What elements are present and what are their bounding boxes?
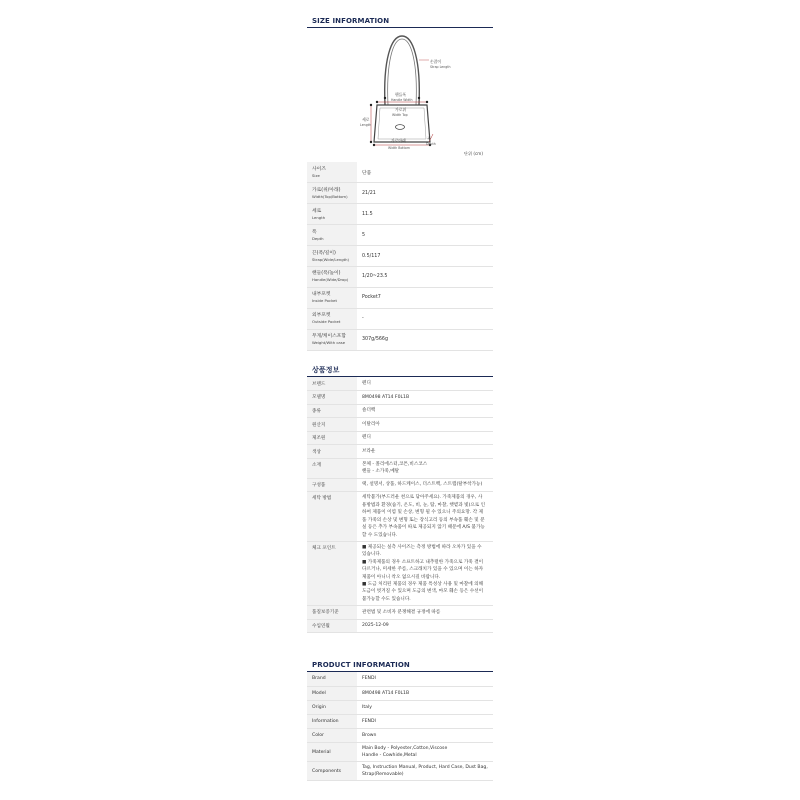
info-row-value: 택, 설명서, 상품, 하드케이스, 더스트백, 스트랩(탈부착가능)	[357, 478, 493, 492]
size-label-en: Strap(Wide/Length)	[312, 256, 350, 262]
info-row	[307, 377, 493, 391]
product-row	[307, 672, 493, 686]
size-label-en: Handle(Wide/Drop)	[312, 277, 349, 283]
info-row-value	[357, 541, 493, 605]
info-row-label: 체크 포인트	[307, 541, 357, 605]
info-row-value: 숄더백	[357, 404, 493, 418]
product-row-value: Brown	[357, 729, 493, 743]
info-row-value: 펜디	[357, 431, 493, 445]
product-ko-section-title: 상품정보	[312, 366, 340, 374]
width-bottom-label-en: Width Bottom	[388, 146, 410, 150]
product-row-label: Material	[307, 743, 357, 762]
info-row-label: 소재	[307, 459, 357, 479]
size-row	[307, 308, 493, 329]
size-label-ko: 가로(위/아래)	[312, 187, 341, 193]
info-row-label: 제조원	[307, 431, 357, 445]
info-row-label: 구성품	[307, 478, 357, 492]
size-label-ko: 내부포켓	[312, 292, 331, 298]
info-row-label: 모델명	[307, 391, 357, 405]
product-ko-table	[307, 377, 493, 633]
info-row	[307, 606, 493, 620]
handle-label-ko: 핸들폭	[395, 92, 407, 97]
product-row-value: FENDI	[357, 715, 493, 729]
product-row	[307, 762, 493, 781]
size-row-value: 21/21	[357, 183, 493, 204]
product-en-section-title: PRODUCT INFORMATION	[312, 661, 410, 669]
info-row	[307, 459, 493, 479]
info-row-value-line: 도금이 벗겨질 수 있으며 도금의 변색, 마모 훼손 등은 수선이	[362, 589, 484, 595]
info-row-value-line: 할 수 도있습니다.	[362, 532, 398, 538]
size-label-en: Width(Top/Bottom)	[312, 193, 348, 199]
info-row-label: 세탁 방법	[307, 492, 357, 541]
product-row	[307, 686, 493, 700]
strap-label-en: Strap Length	[430, 65, 451, 69]
info-row-label: 종류	[307, 404, 357, 418]
width-top-label-ko: 가로위	[395, 107, 407, 112]
info-row-label: 품질보증기준	[307, 606, 357, 620]
bag-illustration	[307, 30, 493, 160]
size-row-value: 11.5	[357, 204, 493, 225]
size-label-ko: 사이즈	[312, 166, 326, 172]
width-top-label-en: Width Top	[392, 113, 408, 117]
size-row	[307, 329, 493, 350]
size-row-label	[307, 287, 357, 308]
info-row-label: 원산지	[307, 418, 357, 432]
info-row-label: 브랜드	[307, 377, 357, 391]
info-row-label: 수입연월	[307, 619, 357, 633]
size-row-value: 단품	[357, 162, 493, 183]
info-row-value-line: 다르거나, 미세한 주름, 스크래치가 있을 수 있으며 이는 하자	[362, 567, 484, 573]
info-row-label: 색상	[307, 445, 357, 459]
product-row-value-line: Strap(Removable)	[362, 772, 404, 778]
length-label-en: Length	[360, 123, 371, 127]
info-row	[307, 541, 493, 605]
product-row	[307, 729, 493, 743]
size-row-value: 0.5/117	[357, 246, 493, 267]
size-row	[307, 183, 493, 204]
product-row-value-line: Handle - Cowhide,Metal	[362, 753, 417, 759]
product-row-value: Italy	[357, 700, 493, 714]
size-row	[307, 225, 493, 246]
size-label-ko: 무게/케이스포함	[312, 334, 347, 340]
handle-label-en: Handle Width	[391, 98, 413, 102]
product-row-value: FENDI	[357, 672, 493, 686]
size-label-ko: 핸들(폭/높이)	[312, 271, 341, 277]
product-row-label: Information	[307, 715, 357, 729]
product-detail-sheet	[307, 0, 493, 800]
unit-label: 단위 (cm)	[463, 151, 483, 156]
product-en-table	[307, 672, 493, 781]
info-row-value-line: 세탁불가(부드러운 천으로 닦아주세요). 가죽제품의 경우, 사	[362, 495, 483, 501]
length-label-ko: 세로	[362, 117, 370, 122]
info-row	[307, 418, 493, 432]
product-row-value	[357, 762, 493, 781]
info-row-value: 이탈리아	[357, 418, 493, 432]
size-label-en: Weight/With case	[312, 340, 346, 346]
info-row	[307, 492, 493, 541]
size-row-label	[307, 183, 357, 204]
strap-label-ko: 손잡이	[430, 59, 442, 64]
product-row	[307, 700, 493, 714]
size-row-label	[307, 266, 357, 287]
size-section-title: SIZE INFORMATION	[312, 17, 390, 25]
depth-label-en: Depth	[426, 142, 436, 146]
info-row-value-line: ■ 도금 처리된 제품의 경우 제품 특성상 사용 및 마찰에 의해	[362, 581, 484, 587]
product-row-value-line: Tag, Instruction Manual, Product, Hard Case, Dust Bag,	[362, 765, 488, 771]
size-row	[307, 246, 493, 267]
size-label-en: Size	[312, 172, 320, 178]
size-row-label	[307, 162, 357, 183]
info-row-value-line: 제품이 아니니 착오 없으시길 바랍니다.	[362, 574, 441, 580]
size-label-ko: 폭	[312, 229, 317, 235]
depth-label-ko: 폭	[427, 136, 431, 141]
size-row	[307, 287, 493, 308]
size-label-ko: 세로	[312, 208, 322, 214]
size-label-ko: 끈(폭/길이)	[312, 250, 336, 256]
info-row-value: 2025-12-09	[357, 619, 493, 633]
info-row-value: 펜디	[357, 377, 493, 391]
product-row	[307, 715, 493, 729]
info-row	[307, 391, 493, 405]
info-row-value-line: 본체 - 폴리에스터,코튼,비스코스	[362, 462, 428, 468]
info-row-value-line: 핸들 - 소가죽,메탈	[362, 469, 400, 475]
info-row	[307, 445, 493, 459]
info-row	[307, 404, 493, 418]
product-row-value	[357, 743, 493, 762]
size-table	[307, 162, 493, 351]
size-row-value: 1/20~23.5	[357, 266, 493, 287]
size-row-value: 5	[357, 225, 493, 246]
size-row	[307, 204, 493, 225]
info-row-value-line: 있습니다.	[362, 552, 382, 558]
info-row	[307, 619, 493, 633]
info-row-value-line: ■ 가죽제품의 경우 소프트하고 내추럴한 가죽으로 가죽 결이	[362, 559, 484, 565]
info-row-value: 관련법 및 소비자 분쟁해결 규정에 따름	[357, 606, 493, 620]
size-label-en: Inside Pocket	[312, 298, 337, 304]
info-row-value-line: 용방법과 환경(습기, 온도, 비, 눈, 땀, 마찰, 햇볕과 빛)으로 인	[362, 502, 486, 508]
size-row-label	[307, 329, 357, 350]
info-row	[307, 478, 493, 492]
size-row-value: Pocket7	[357, 287, 493, 308]
product-row-value: 8M0498 AT14 F0L1B	[357, 686, 493, 700]
product-row-label: Color	[307, 729, 357, 743]
size-row-label	[307, 225, 357, 246]
product-row-label: Model	[307, 686, 357, 700]
product-row-label: Origin	[307, 700, 357, 714]
size-row-value: 307g/566g	[357, 329, 493, 350]
product-row-label: Components	[307, 762, 357, 781]
bag-size-diagram	[307, 30, 493, 160]
info-row-value-line: 실 등은 추가 부속품이 따로 제공되지 않기 때문에 A/S 불가능	[362, 525, 485, 531]
section-divider	[307, 27, 493, 28]
size-label-en: Depth	[312, 235, 324, 241]
size-row	[307, 266, 493, 287]
product-row-label: Brand	[307, 672, 357, 686]
info-row-value	[357, 459, 493, 479]
product-row-value-line: Main Body - Polyester,Cotton,Viscose	[362, 746, 448, 752]
info-row-value-line: 품 가죽의 손상 및 변형 또는 장식고리 등의 부속품 훼손 및 분	[362, 517, 485, 523]
info-row-value: 브라운	[357, 445, 493, 459]
info-row-value-line: 불가능할 수도 있습니다.	[362, 596, 411, 602]
info-row-value-line: 하여 제품이 이염 및 손상, 변형 될 수 있으니 주의요망. 각 제	[362, 510, 484, 516]
size-label-en: Outside Pocket	[312, 319, 341, 325]
size-row-label	[307, 246, 357, 267]
info-row	[307, 431, 493, 445]
size-row	[307, 162, 493, 183]
product-row	[307, 743, 493, 762]
size-row-label	[307, 204, 357, 225]
width-bottom-label-ko: 가로아래	[391, 138, 406, 143]
info-row-value-line: ■ 제공되는 실측 사이즈는 측정 방법에 따라 오차가 있을 수	[362, 544, 482, 550]
info-row-value: 8M0498 AT14 F0L1B	[357, 391, 493, 405]
size-row-label	[307, 308, 357, 329]
size-label-ko: 외부포켓	[312, 313, 331, 319]
size-row-value: -	[357, 308, 493, 329]
info-row-value	[357, 492, 493, 541]
size-label-en: Length	[312, 214, 326, 220]
